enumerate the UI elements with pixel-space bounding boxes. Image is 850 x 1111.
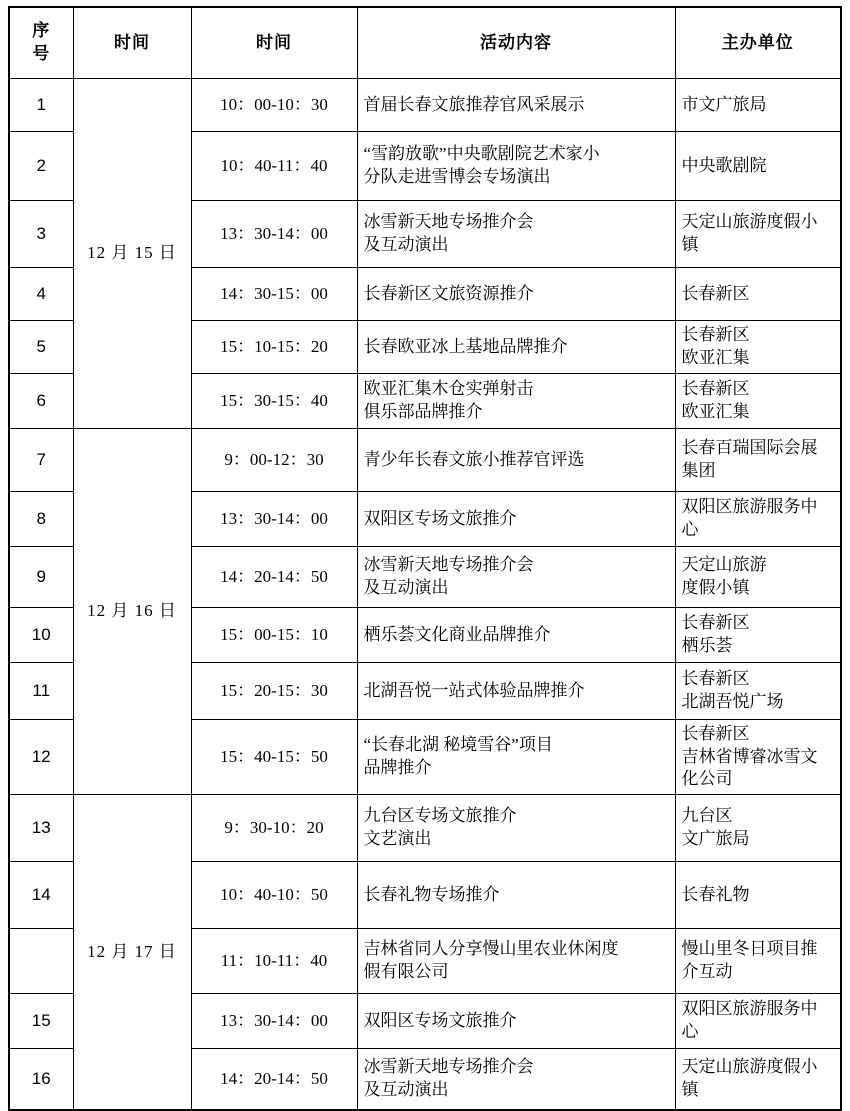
organizer-line: 双阳区旅游服务中 xyxy=(681,497,818,517)
column-header-organizer: 主办单位 xyxy=(675,7,841,79)
row-time: 9：30-10：20 xyxy=(191,795,357,862)
row-activity xyxy=(357,929,675,994)
row-no: 8 xyxy=(9,492,73,547)
activity-line: “长春北湖 秘境雪谷”项目 xyxy=(363,735,553,755)
schedule-table xyxy=(8,6,842,1111)
organizer-line: 度假小镇 xyxy=(681,578,750,597)
row-time: 15：10-15：20 xyxy=(191,321,357,374)
organizer-line: 长春新区 xyxy=(681,379,750,399)
activity-line: 北湖吾悦一站式体验品牌推介 xyxy=(363,680,585,700)
row-activity xyxy=(357,492,675,547)
table-body xyxy=(9,79,841,1111)
activity-line: 吉林省同人分享慢山里农业休闲度 xyxy=(363,939,619,959)
table-row xyxy=(9,79,841,132)
organizer-line: 心 xyxy=(681,1022,699,1041)
organizer-line: 欧亚汇集 xyxy=(681,348,750,367)
row-organizer xyxy=(675,1049,841,1111)
organizer-line: 天定山旅游度假小 xyxy=(681,1057,818,1077)
row-no: 2 xyxy=(9,132,73,201)
organizer-line: 吉林省博睿冰雪文 xyxy=(681,746,818,766)
row-organizer xyxy=(675,492,841,547)
date-group-label: 12 月 17 日 xyxy=(73,795,191,1111)
organizer-line: 双阳区旅游服务中 xyxy=(681,999,818,1019)
activity-line: 俱乐部品牌推介 xyxy=(363,402,483,421)
row-time: 14：30-15：00 xyxy=(191,268,357,321)
row-activity xyxy=(357,795,675,862)
row-no: 14 xyxy=(9,862,73,929)
row-time: 13：30-14：00 xyxy=(191,201,357,268)
column-header-activity: 活动内容 xyxy=(357,7,675,79)
organizer-line: 栖乐荟 xyxy=(681,636,733,655)
row-no: 3 xyxy=(9,201,73,268)
row-time: 15：40-15：50 xyxy=(191,720,357,795)
header-row xyxy=(9,7,841,79)
row-time: 10：00-10：30 xyxy=(191,79,357,132)
row-activity xyxy=(357,201,675,268)
organizer-line: 长春新区 xyxy=(681,723,750,743)
row-no: 10 xyxy=(9,608,73,663)
organizer-line: 化公司 xyxy=(681,769,733,789)
activity-line: 首届长春文旅推荐官风采展示 xyxy=(363,94,585,114)
row-activity xyxy=(357,321,675,374)
row-time: 15：20-15：30 xyxy=(191,663,357,720)
row-activity xyxy=(357,132,675,201)
row-organizer xyxy=(675,929,841,994)
organizer-line: 集团 xyxy=(681,461,716,480)
row-organizer xyxy=(675,608,841,663)
row-organizer xyxy=(675,720,841,795)
row-time: 9：00-12：30 xyxy=(191,429,357,492)
organizer-line: 长春新区 xyxy=(681,325,750,345)
column-header-no xyxy=(9,7,73,79)
organizer-line: 长春新区 xyxy=(681,669,750,689)
activity-line: 栖乐荟文化商业品牌推介 xyxy=(363,624,551,644)
activity-line: 长春礼物专场推介 xyxy=(363,884,500,904)
row-organizer xyxy=(675,374,841,429)
row-organizer xyxy=(675,132,841,201)
activity-line: 长春欧亚冰上基地品牌推介 xyxy=(363,336,568,356)
date-group-label: 12 月 15 日 xyxy=(73,79,191,429)
row-no xyxy=(9,929,73,994)
row-activity xyxy=(357,663,675,720)
organizer-line: 长春百瑞国际会展 xyxy=(681,438,818,458)
row-activity xyxy=(357,862,675,929)
row-activity xyxy=(357,268,675,321)
organizer-line: 长春新区 xyxy=(681,283,750,303)
row-no: 5 xyxy=(9,321,73,374)
activity-line: 冰雪新天地专场推介会 xyxy=(363,555,534,575)
column-header-time: 时间 xyxy=(191,7,357,79)
row-activity xyxy=(357,374,675,429)
activity-line: 假有限公司 xyxy=(363,962,449,981)
activity-line: 及互动演出 xyxy=(363,578,449,597)
row-time: 15：30-15：40 xyxy=(191,374,357,429)
row-organizer xyxy=(675,795,841,862)
row-organizer xyxy=(675,994,841,1049)
row-activity xyxy=(357,994,675,1049)
table-row xyxy=(9,795,841,862)
activity-line: 九台区专场文旅推介 xyxy=(363,806,517,826)
row-time: 14：20-14：50 xyxy=(191,1049,357,1111)
row-no: 4 xyxy=(9,268,73,321)
row-organizer xyxy=(675,268,841,321)
activity-line: 双阳区专场文旅推介 xyxy=(363,1010,517,1030)
organizer-line: 镇 xyxy=(681,1080,699,1099)
date-group-label: 12 月 16 日 xyxy=(73,429,191,795)
organizer-line: 天定山旅游 xyxy=(681,555,767,575)
row-organizer xyxy=(675,79,841,132)
column-header-date: 时间 xyxy=(73,7,191,79)
activity-line: 冰雪新天地专场推介会 xyxy=(363,212,534,232)
row-no: 16 xyxy=(9,1049,73,1111)
activity-line: “雪韵放歌”中央歌剧院艺术家小 xyxy=(363,144,600,164)
table-header xyxy=(9,7,841,79)
row-organizer xyxy=(675,201,841,268)
organizer-line: 镇 xyxy=(681,235,699,254)
organizer-line: 心 xyxy=(681,520,699,539)
organizer-line: 文广旅局 xyxy=(681,829,750,848)
row-time: 10：40-11：40 xyxy=(191,132,357,201)
organizer-line: 长春礼物 xyxy=(681,884,750,904)
row-no: 1 xyxy=(9,79,73,132)
row-time: 13：30-14：00 xyxy=(191,994,357,1049)
row-no: 12 xyxy=(9,720,73,795)
row-activity xyxy=(357,608,675,663)
row-activity xyxy=(357,79,675,132)
row-time: 14：20-14：50 xyxy=(191,547,357,608)
activity-line: 长春新区文旅资源推介 xyxy=(363,283,534,303)
row-organizer xyxy=(675,429,841,492)
activity-line: 双阳区专场文旅推介 xyxy=(363,508,517,528)
activity-line: 青少年长春文旅小推荐官评选 xyxy=(363,449,585,469)
row-no: 11 xyxy=(9,663,73,720)
row-time: 11：10-11：40 xyxy=(191,929,357,994)
row-time: 10：40-10：50 xyxy=(191,862,357,929)
activity-line: 及互动演出 xyxy=(363,235,449,254)
activity-line: 及互动演出 xyxy=(363,1080,449,1099)
activity-line: 欧亚汇集木仓实弹射击 xyxy=(363,379,534,399)
row-no: 13 xyxy=(9,795,73,862)
header-no-char-2: 号 xyxy=(32,44,51,63)
organizer-line: 介互动 xyxy=(681,962,733,981)
organizer-line: 市文广旅局 xyxy=(681,94,767,114)
header-no-char-1: 序 xyxy=(32,21,51,41)
row-organizer xyxy=(675,862,841,929)
activity-line: 文艺演出 xyxy=(363,829,432,848)
organizer-line: 天定山旅游度假小 xyxy=(681,212,818,232)
organizer-line: 九台区 xyxy=(681,806,733,826)
row-organizer xyxy=(675,663,841,720)
organizer-line: 慢山里冬日项目推 xyxy=(681,939,818,959)
row-activity xyxy=(357,720,675,795)
activity-line: 分队走进雪博会专场演出 xyxy=(363,167,551,186)
table-row xyxy=(9,429,841,492)
organizer-line: 长春新区 xyxy=(681,613,750,633)
row-no: 9 xyxy=(9,547,73,608)
organizer-line: 欧亚汇集 xyxy=(681,402,750,421)
row-no: 7 xyxy=(9,429,73,492)
row-activity xyxy=(357,547,675,608)
row-no: 15 xyxy=(9,994,73,1049)
organizer-line: 北湖吾悦广场 xyxy=(681,692,784,711)
row-activity xyxy=(357,429,675,492)
row-time: 13：30-14：00 xyxy=(191,492,357,547)
row-time: 15：00-15：10 xyxy=(191,608,357,663)
row-no: 6 xyxy=(9,374,73,429)
row-activity xyxy=(357,1049,675,1111)
activity-line: 品牌推介 xyxy=(363,758,432,777)
row-organizer xyxy=(675,547,841,608)
organizer-line: 中央歌剧院 xyxy=(681,155,767,175)
activity-line: 冰雪新天地专场推介会 xyxy=(363,1057,534,1077)
row-organizer xyxy=(675,321,841,374)
